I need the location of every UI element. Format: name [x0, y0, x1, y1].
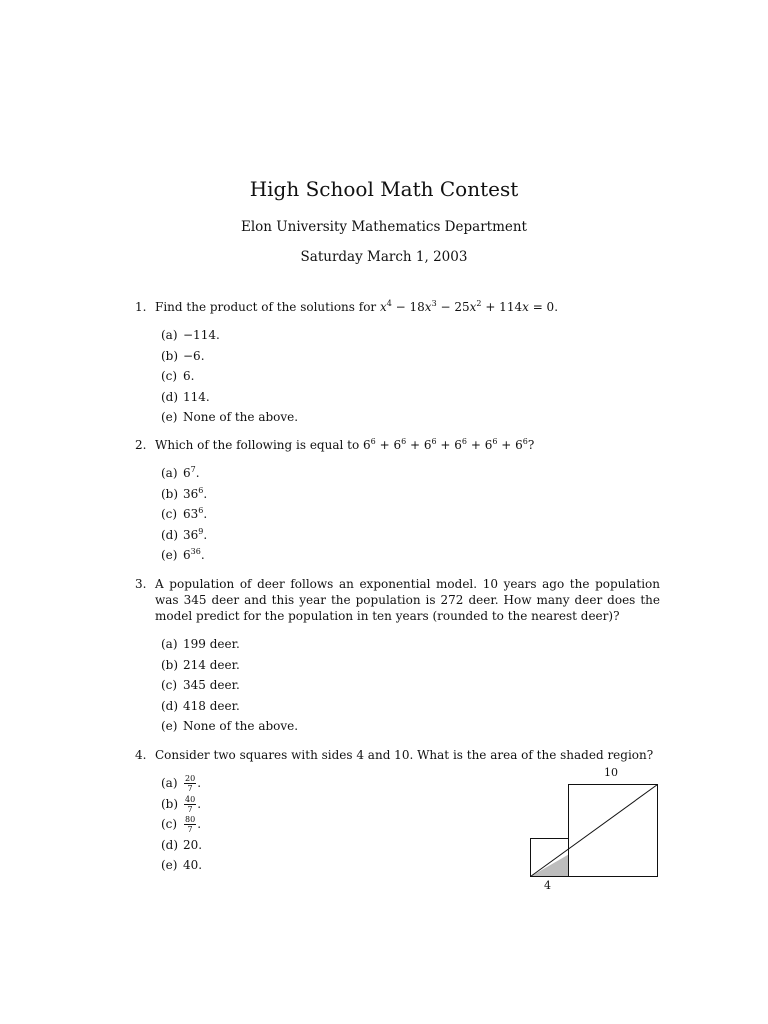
fraction: $\frac{40}{7}$ — [185, 794, 196, 814]
question-1 — [135, 299, 660, 428]
question-number: 2. — [135, 438, 147, 452]
plus-sign: + — [497, 438, 516, 452]
option-item: (d) $36^9$. — [161, 526, 208, 542]
option-item: (b) $36^6$. — [161, 485, 208, 501]
two-squares-figure — [522, 766, 668, 896]
squares-diagram — [522, 782, 668, 894]
plus-sign: + — [406, 438, 424, 452]
option-item: (c) 6. — [161, 369, 195, 384]
question-number: 1. — [135, 300, 147, 314]
option-item: (d) 418 deer. — [161, 698, 240, 713]
power-base: 6 — [454, 438, 462, 452]
question-text: Consider two squares with sides 4 and 10. What is the area of the shaded region? — [155, 748, 654, 762]
document-date: Saturday March 1, 2003 — [300, 249, 468, 265]
power-exponent: 6 — [492, 437, 498, 446]
option-item: (e) None of the above. — [161, 410, 299, 425]
power-base: 6 — [484, 438, 493, 452]
power-exponent: 6 — [522, 437, 528, 446]
option-item: (a) $6^7$. — [161, 465, 200, 480]
question-number: 3. — [135, 577, 147, 591]
option-item: (b) $\frac{40}{7}$ . — [161, 794, 202, 814]
question-mark: ? — [527, 438, 535, 452]
plus-sign: + — [436, 438, 455, 452]
shaded-region — [531, 855, 569, 877]
document-header — [0, 176, 768, 266]
power-base: 6 — [423, 438, 432, 452]
option-item: (d) 114. — [161, 389, 210, 404]
power-sum-expression — [363, 438, 534, 452]
large-square-side-label: 10 — [604, 766, 618, 779]
question-text: Find the product of the solutions for $x^4 - 18x^3 - 25x^2 + 114x = 0$. — [155, 299, 559, 314]
option-item: (e) None of the above. — [161, 719, 299, 734]
option-item: (a) 199 deer. — [161, 637, 240, 651]
diagonal-line — [531, 785, 658, 877]
option-item: (c) 345 deer. — [161, 678, 240, 693]
large-square — [569, 785, 658, 877]
option-item: (d) 20. — [161, 837, 203, 852]
power-base: 6 — [393, 438, 402, 452]
plus-sign: + — [375, 438, 394, 452]
option-item: (e) 40. — [161, 858, 203, 873]
power-base: 6 — [363, 438, 371, 452]
option-item: (a) −114. — [161, 328, 220, 342]
option-list — [135, 634, 660, 737]
plus-sign: + — [467, 438, 485, 452]
power-exponent: 6 — [461, 437, 468, 446]
option-item: (b) −6. — [161, 348, 205, 363]
power-exponent: 6 — [431, 437, 437, 446]
question-text: Which of the following is equal to $6^6 + 6^6 + 6^6 + 6^6 + 6^6 + 6^6$? — [155, 437, 535, 452]
fraction: $\frac{80}{7}$ — [185, 815, 196, 835]
document-title: High School Math Contest — [249, 177, 519, 201]
small-square-side-label: 4 — [544, 879, 551, 892]
option-item: (e) $6^{36}$. — [161, 547, 205, 563]
option-item: (b) 214 deer. — [161, 657, 240, 672]
question-number: 4. — [135, 748, 147, 762]
option-item: (c) $\frac{80}{7}$ . — [161, 815, 202, 835]
document-subtitle: Elon University Mathematics Department — [241, 219, 527, 235]
fraction: $\frac{20}{7}$ — [185, 774, 196, 793]
option-list — [135, 463, 660, 566]
power-base: 6 — [515, 438, 523, 452]
question-3 — [135, 576, 660, 737]
option-item: (a) $\frac{20}{7}$ . — [161, 774, 202, 793]
question-2 — [135, 437, 660, 566]
option-item: (c) $63^6$. — [161, 506, 208, 522]
option-list — [135, 325, 660, 428]
power-exponent: 6 — [401, 437, 407, 446]
power-exponent: 6 — [370, 437, 376, 446]
question-text: A population of deer follows an exponential model. 10 years ago the population was 345 deer and this year the population is 272 deer. How many deer does the model predict for the population in ten years (rounded to the nearest deer)? — [155, 577, 660, 623]
